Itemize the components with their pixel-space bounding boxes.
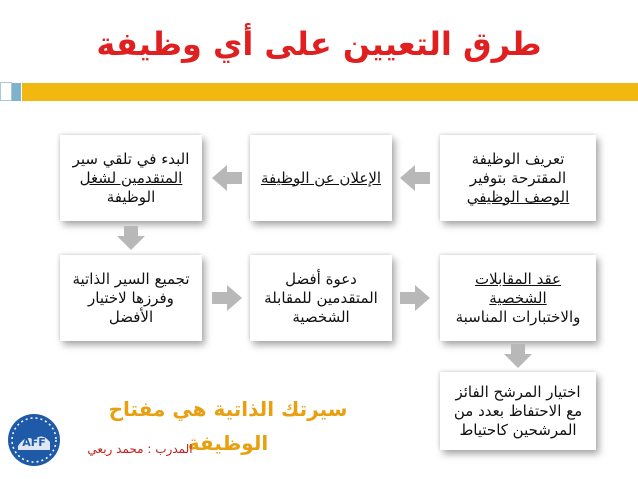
step-conduct-interviews-line-3: والاختبارات المناسبة xyxy=(455,307,581,326)
step-define-job-line-3: الوصف الوظيفي xyxy=(466,187,570,206)
header-band-gold xyxy=(22,83,638,101)
header-band-blue xyxy=(12,83,21,101)
step-sort-cvs-line-2: وفرزها لاختيار xyxy=(88,288,174,307)
step-sort-cvs-box xyxy=(60,255,202,341)
step-announce-job-line-1: الإعلان عن الوظيفة xyxy=(260,168,382,187)
step-select-winner-line-3: المرشحين كاحتياط xyxy=(459,420,577,439)
step-define-job-line-2: المقترحة بتوفير xyxy=(469,168,567,187)
step-invite-interview-line-1: دعوة أفضل xyxy=(285,269,357,288)
arrow-right-2-icon xyxy=(398,283,432,313)
arrow-down-2-icon xyxy=(503,343,533,369)
arrow-left-1-icon xyxy=(398,163,432,193)
step-receive-cvs-line-1: البدء في تلقي سير xyxy=(72,149,190,168)
arrow-down-1-icon xyxy=(116,224,146,252)
trainer-credit: المدرب : محمد ربعي xyxy=(87,442,193,456)
step-receive-cvs-box xyxy=(60,135,202,221)
step-invite-interview-line-3: الشخصية xyxy=(292,307,350,326)
step-receive-cvs-line-2: المتقدمين لشغل xyxy=(79,168,183,187)
step-conduct-interviews-line-1: عقد المقابلات xyxy=(475,269,561,288)
step-select-winner-line-1: اختيار المرشح الفائز xyxy=(455,382,581,401)
step-conduct-interviews-box xyxy=(440,255,596,341)
header-band-white xyxy=(0,82,12,101)
slogan-text: سيرتك الذاتية هي مفتاح الوظيفة xyxy=(108,397,348,455)
step-invite-interview-line-2: المتقدمين للمقابلة xyxy=(264,288,378,307)
step-conduct-interviews-line-2: الشخصية xyxy=(489,288,547,307)
logo-text: AFF xyxy=(22,436,46,449)
step-announce-job-box xyxy=(250,135,392,221)
step-define-job-box xyxy=(440,135,596,221)
arrow-left-2-icon xyxy=(210,163,244,193)
step-sort-cvs-line-1: تجميع السير الذاتية xyxy=(72,269,190,288)
step-receive-cvs-line-3: الوظيفة xyxy=(106,187,156,206)
step-select-winner-line-2: مع الاحتفاظ بعدد من xyxy=(453,401,583,420)
step-sort-cvs-line-3: الأفضل xyxy=(108,307,154,326)
page-title: طرق التعيين على أي وظيفة xyxy=(96,25,542,63)
arrow-right-1-icon xyxy=(210,283,244,313)
aff-logo-icon xyxy=(6,412,62,468)
step-define-job-line-1: تعريف الوظيفة xyxy=(471,149,565,168)
step-invite-interview-box xyxy=(250,255,392,341)
step-select-winner-box xyxy=(440,372,596,450)
